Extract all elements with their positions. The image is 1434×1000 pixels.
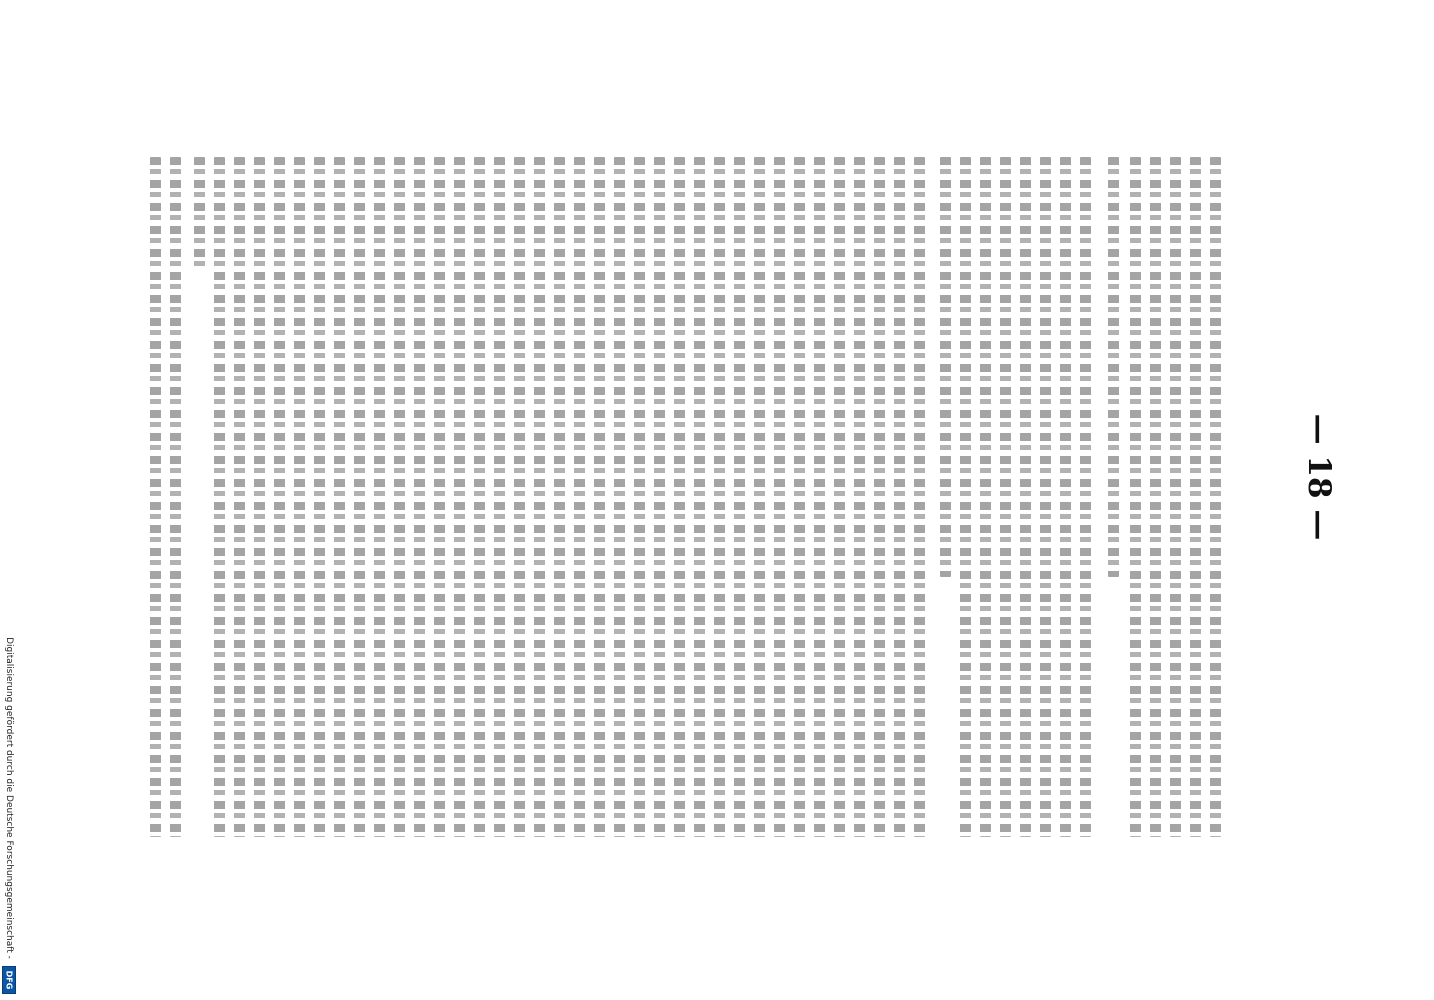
text-line-49 (234, 157, 245, 837)
text-line-21 (794, 157, 805, 837)
text-line-47 (274, 157, 285, 837)
dfg-logo (2, 966, 16, 994)
digitization-notice (0, 605, 18, 990)
text-line-39 (434, 157, 445, 837)
text-line-45 (314, 157, 325, 837)
text-line-13 (960, 157, 971, 837)
dfg-logo-text: DFG (4, 970, 14, 990)
text-line-11 (1000, 157, 1011, 837)
text-line-4 (1150, 157, 1161, 837)
page-number: — 18 — (1301, 413, 1337, 541)
text-line-40 (414, 157, 425, 837)
text-line-5 (1130, 157, 1141, 837)
text-line-22 (774, 157, 785, 837)
text-line-50 (214, 157, 225, 837)
text-line-52 (170, 157, 181, 837)
text-line-7 (1080, 157, 1091, 837)
text-line-51 (194, 157, 205, 272)
text-line-41 (394, 157, 405, 837)
text-line-24 (734, 157, 745, 837)
text-line-35 (514, 157, 525, 837)
rotated-text-block (150, 157, 1235, 837)
text-line-31 (594, 157, 605, 837)
text-line-37 (474, 157, 485, 837)
text-line-15 (914, 157, 925, 837)
text-line-46 (294, 157, 305, 837)
text-line-53 (150, 157, 161, 837)
text-line-43 (354, 157, 365, 837)
text-line-32 (574, 157, 585, 837)
text-line-3 (1170, 157, 1181, 837)
text-line-29 (634, 157, 645, 837)
text-line-19 (834, 157, 845, 837)
text-line-27 (674, 157, 685, 837)
text-line-14 (940, 157, 951, 577)
text-line-28 (654, 157, 665, 837)
text-line-48 (254, 157, 265, 837)
text-line-8 (1060, 157, 1071, 837)
text-line-12 (980, 157, 991, 837)
text-line-34 (534, 157, 545, 837)
text-line-10 (1020, 157, 1031, 837)
text-line-20 (814, 157, 825, 837)
text-line-36 (494, 157, 505, 837)
text-line-33 (554, 157, 565, 837)
text-line-26 (694, 157, 705, 837)
text-line-9 (1040, 157, 1051, 837)
text-line-1 (1210, 157, 1221, 837)
digitization-notice-text: Digitalisierung gefördert durch die Deutsche Forschungsgemeinschaft - (4, 636, 14, 959)
text-line-6 (1108, 157, 1119, 577)
text-line-2 (1190, 157, 1201, 837)
text-line-25 (714, 157, 725, 837)
text-line-44 (334, 157, 345, 837)
text-line-23 (754, 157, 765, 837)
text-line-18 (854, 157, 865, 837)
text-line-16 (894, 157, 905, 837)
text-line-38 (454, 157, 465, 837)
text-line-42 (374, 157, 385, 837)
text-line-17 (874, 157, 885, 837)
text-line-30 (614, 157, 625, 837)
